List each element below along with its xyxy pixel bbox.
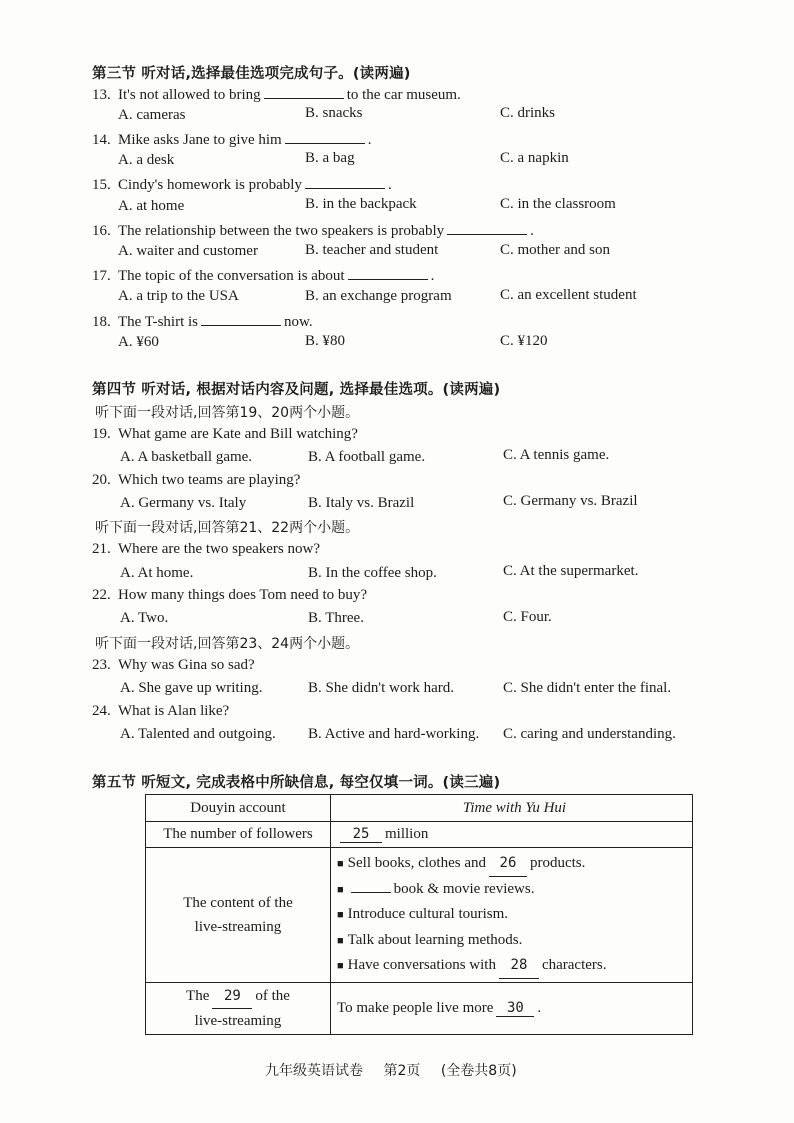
question-19: 19. What game are Kate and Bill watching? bbox=[92, 426, 358, 442]
question-21: 21. Where are the two speakers now? bbox=[92, 541, 320, 557]
answer-blank[interactable] bbox=[201, 311, 281, 326]
question-16: 16. The relationship between the two speakers is probably . bbox=[92, 220, 534, 240]
table-label: The number of followers bbox=[146, 822, 331, 848]
option-c[interactable]: C. She didn't enter the final. bbox=[503, 680, 672, 696]
option-b[interactable]: B. a bag bbox=[305, 150, 355, 166]
option-a[interactable]: A. Talented and outgoing. bbox=[120, 726, 276, 742]
option-b[interactable]: B. ¥80 bbox=[305, 333, 346, 349]
page-footer bbox=[265, 1060, 533, 1080]
option-c[interactable]: C. Germany vs. Brazil bbox=[503, 493, 638, 509]
question-24: 24. What is Alan like? bbox=[92, 703, 230, 719]
instruction: 听下面一段对话,回答第19、20两个小题。 bbox=[95, 405, 360, 421]
option-a[interactable]: A. ¥60 bbox=[118, 334, 159, 350]
table-row bbox=[146, 795, 693, 822]
option-c[interactable]: C. At the supermarket. bbox=[503, 563, 639, 579]
option-a[interactable]: A. a desk bbox=[118, 152, 175, 168]
option-a[interactable]: A. A basketball game. bbox=[120, 449, 253, 465]
total-pages: (全卷共8页) bbox=[440, 1063, 517, 1079]
option-a[interactable]: A. Germany vs. Italy bbox=[120, 495, 247, 511]
option-a[interactable]: A. cameras bbox=[118, 107, 186, 123]
exam-title: 九年级英语试卷 bbox=[265, 1063, 363, 1079]
option-a[interactable]: A. a trip to the USA bbox=[118, 288, 239, 304]
option-b[interactable]: B. Three. bbox=[308, 610, 364, 626]
option-c[interactable]: C. Four. bbox=[503, 609, 552, 625]
option-c[interactable]: C. a napkin bbox=[500, 150, 569, 166]
answer-blank-25[interactable]: 25 bbox=[340, 826, 382, 843]
option-a[interactable]: A. Two. bbox=[120, 610, 169, 626]
question-20: 20. Which two teams are playing? bbox=[92, 472, 301, 488]
table-row bbox=[146, 822, 693, 848]
section4-title: 第四节 听对话, 根据对话内容及问题, 选择最佳选项。(读两遍) bbox=[92, 382, 501, 398]
table-row bbox=[146, 848, 693, 983]
list-item: ■ book & movie reviews. bbox=[337, 880, 535, 897]
option-b[interactable]: B. Active and hard-working. bbox=[308, 726, 480, 742]
page-number: 第2页 bbox=[383, 1063, 421, 1079]
option-a[interactable]: A. at home bbox=[118, 198, 185, 214]
table-label: Douyin account bbox=[146, 795, 331, 822]
option-b[interactable]: B. She didn't work hard. bbox=[308, 680, 455, 696]
option-b[interactable]: B. teacher and student bbox=[305, 242, 439, 258]
table-label: The 29 of the live-streaming bbox=[146, 982, 331, 1034]
option-c[interactable]: C. drinks bbox=[500, 105, 556, 121]
table-row bbox=[146, 982, 693, 1034]
question-15: 15. Cindy's homework is probably . bbox=[92, 174, 392, 194]
option-c[interactable]: C. mother and son bbox=[500, 242, 610, 258]
option-c[interactable]: C. ¥120 bbox=[500, 333, 548, 349]
option-b[interactable]: B. an exchange program bbox=[305, 288, 452, 304]
answer-blank[interactable] bbox=[348, 265, 428, 280]
section3-title: 第三节 听对话,选择最佳选项完成句子。(读两遍) bbox=[92, 66, 411, 82]
answer-blank-28[interactable]: 28 bbox=[499, 953, 539, 979]
content-list bbox=[331, 848, 693, 983]
answer-blank[interactable] bbox=[285, 129, 365, 144]
option-c[interactable]: C. an excellent student bbox=[500, 287, 637, 303]
option-b[interactable]: B. in the backpack bbox=[305, 196, 417, 212]
question-17: 17. The topic of the conversation is about . bbox=[92, 265, 434, 285]
instruction: 听下面一段对话,回答第23、24两个小题。 bbox=[95, 636, 360, 652]
answer-blank[interactable] bbox=[264, 84, 344, 99]
question-23: 23. Why was Gina so sad? bbox=[92, 657, 255, 673]
table-value: 25 million bbox=[331, 822, 693, 848]
option-c[interactable]: C. in the classroom bbox=[500, 196, 616, 212]
list-item: ■ Introduce cultural tourism. bbox=[337, 906, 509, 922]
question-14: 14. Mike asks Jane to give him . bbox=[92, 129, 371, 149]
option-a[interactable]: A. waiter and customer bbox=[118, 243, 258, 259]
option-b[interactable]: B. In the coffee shop. bbox=[308, 565, 437, 581]
answer-blank-27[interactable] bbox=[351, 892, 391, 893]
answer-blank-29[interactable]: 29 bbox=[212, 984, 252, 1009]
question-18: 18. The T-shirt is now. bbox=[92, 311, 313, 331]
section5-title: 第五节 听短文, 完成表格中所缺信息, 每空仅填一词。(读三遍) bbox=[92, 775, 501, 791]
option-c[interactable]: C. caring and understanding. bbox=[503, 726, 676, 742]
option-b[interactable]: B. Italy vs. Brazil bbox=[308, 495, 415, 511]
list-item: ■ Sell books, clothes and 26 products. bbox=[337, 851, 692, 877]
question-22: 22. How many things does Tom need to buy? bbox=[92, 587, 368, 603]
option-b[interactable]: B. A football game. bbox=[308, 449, 426, 465]
option-a[interactable]: A. She gave up writing. bbox=[120, 680, 263, 696]
list-item: ■ Talk about learning methods. bbox=[337, 931, 523, 948]
answer-blank[interactable] bbox=[305, 174, 385, 189]
list-item: ■ Have conversations with 28 characters. bbox=[337, 953, 692, 979]
info-table bbox=[145, 794, 693, 1035]
instruction: 听下面一段对话,回答第21、22两个小题。 bbox=[95, 520, 360, 536]
option-c[interactable]: C. A tennis game. bbox=[503, 447, 610, 463]
answer-blank-26[interactable]: 26 bbox=[489, 851, 527, 877]
question-13: 13. It's not allowed to bring to the car museum. bbox=[92, 84, 461, 104]
table-label: The content of the live-streaming bbox=[146, 848, 331, 983]
answer-blank-30[interactable]: 30 bbox=[496, 1000, 534, 1017]
table-value: Time with Yu Hui bbox=[331, 795, 693, 822]
table-value: To make people live more 30 . bbox=[331, 982, 693, 1034]
option-a[interactable]: A. At home. bbox=[120, 565, 194, 581]
option-b[interactable]: B. snacks bbox=[305, 105, 363, 121]
answer-blank[interactable] bbox=[447, 220, 527, 235]
